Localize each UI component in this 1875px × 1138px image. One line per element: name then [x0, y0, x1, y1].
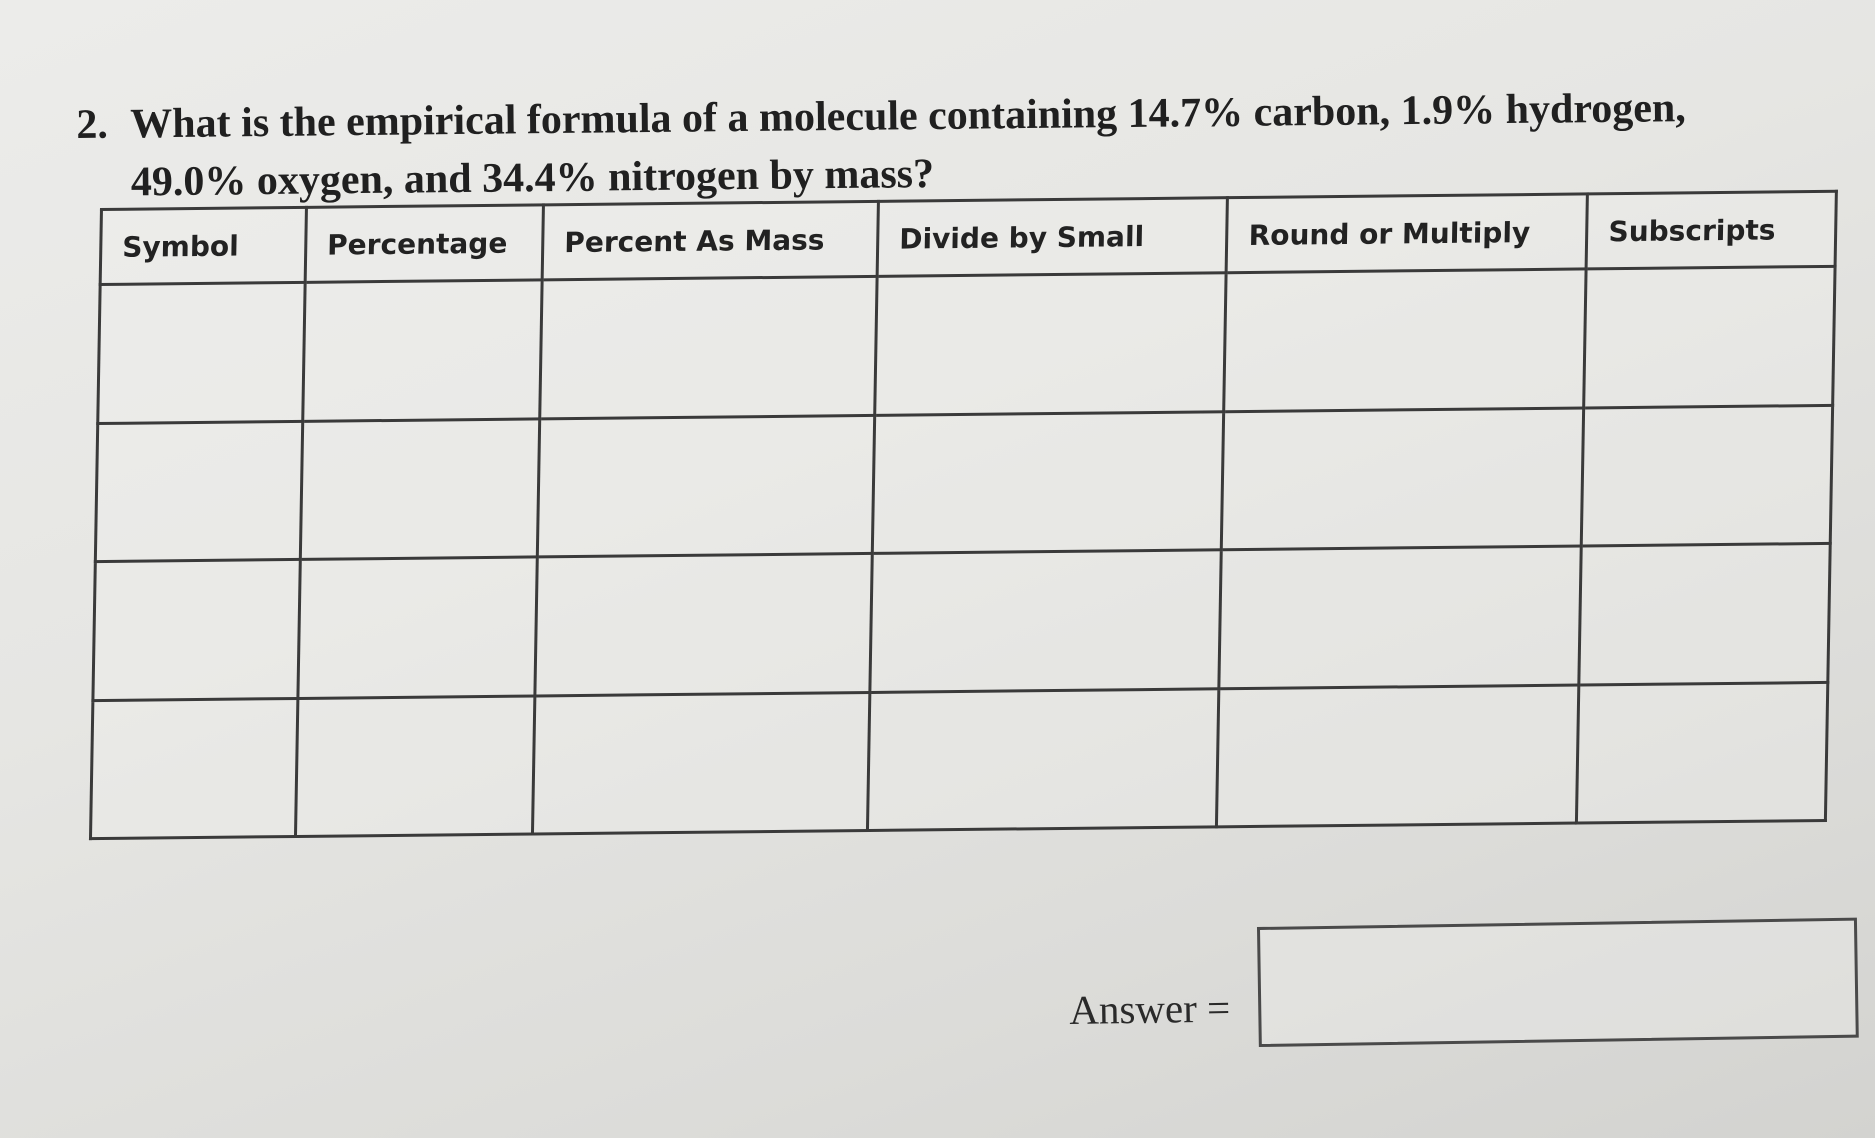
cell-percentage[interactable] — [303, 280, 543, 421]
header-percent-as-mass: Percent As Mass — [542, 201, 878, 280]
header-round-or-multiply: Round or Multiply — [1227, 194, 1588, 273]
cell-divide-by-small[interactable] — [872, 411, 1224, 553]
cell-divide-by-small[interactable] — [870, 550, 1222, 692]
table-row — [98, 266, 1835, 423]
cell-percent-as-mass[interactable] — [540, 276, 877, 418]
cell-round-or-multiply[interactable] — [1222, 407, 1584, 549]
cell-divide-by-small[interactable] — [867, 688, 1219, 830]
cell-symbol[interactable] — [98, 282, 305, 423]
cell-divide-by-small[interactable] — [875, 273, 1227, 415]
cell-subscripts[interactable] — [1579, 543, 1830, 684]
cell-symbol[interactable] — [90, 698, 297, 839]
cell-subscripts[interactable] — [1584, 266, 1835, 407]
cell-symbol[interactable] — [95, 421, 302, 562]
question-text: What is the empirical formula of a molecule containing 14.7% carbon, 1.9% hydrogen, 49.0% oxygen, and 34.4% nitrogen by mass? — [130, 85, 1686, 206]
cell-percentage[interactable] — [298, 557, 538, 698]
header-divide-by-small: Divide by Small — [877, 198, 1228, 277]
cell-percentage[interactable] — [295, 695, 535, 836]
header-percentage: Percentage — [305, 205, 543, 283]
table-row — [95, 405, 1832, 562]
cell-percent-as-mass[interactable] — [535, 553, 872, 695]
answer-box[interactable] — [1257, 918, 1859, 1047]
cell-percent-as-mass[interactable] — [533, 692, 870, 834]
cell-symbol[interactable] — [93, 559, 300, 700]
cell-round-or-multiply[interactable] — [1224, 269, 1586, 411]
cell-percentage[interactable] — [300, 418, 540, 559]
cell-subscripts[interactable] — [1577, 682, 1828, 823]
answer-section — [1068, 918, 1859, 1050]
question — [76, 78, 1757, 212]
cell-round-or-multiply[interactable] — [1219, 546, 1581, 688]
answer-label: Answer = — [1068, 984, 1231, 1033]
table-row — [90, 682, 1827, 839]
cell-round-or-multiply[interactable] — [1217, 685, 1579, 827]
question-number: 2. — [76, 101, 109, 148]
header-subscripts: Subscripts — [1586, 191, 1836, 269]
cell-percent-as-mass[interactable] — [537, 415, 874, 557]
cell-subscripts[interactable] — [1582, 405, 1833, 546]
table-row — [93, 543, 1830, 700]
empirical-formula-table — [89, 190, 1838, 840]
header-symbol: Symbol — [100, 207, 306, 284]
